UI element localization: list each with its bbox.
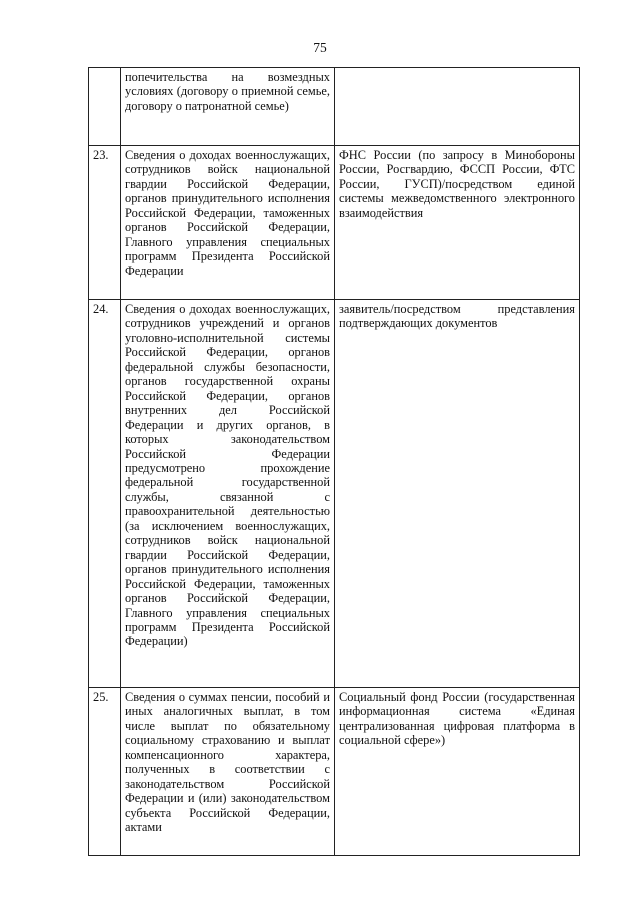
description-cell: Сведения о суммах пенсии, пособий и иных аналогичных выплат, в том числе выплат по обязательному социальному страхованию и выплат компенсационного характера, полученных в соответствии с законодательством Российской Федерации и (или) законодательством субъекта Российской Федерации, актами	[121, 688, 335, 856]
table-row	[89, 688, 580, 856]
description-cell: Сведения о доходах военнослужащих, сотрудников войск национальной гвардии Российской Федерации, органов принудительного исполнения Российской Федерации, таможенных органов Российской Федерации, Главного управления специальных программ Президента Российской Федерации	[121, 146, 335, 300]
source-cell: Социальный фонд России (государственная информационная система «Единая централизованная цифровая платформа в социальной сфере»)	[335, 688, 580, 856]
row-number-cell: 25.	[89, 688, 121, 856]
table-row	[89, 146, 580, 300]
description-cell: попечительства на возмездных условиях (договору о приемной семье, договору о патронатной семье)	[121, 68, 335, 146]
source-cell	[335, 68, 580, 146]
document-table	[88, 67, 580, 856]
source-cell: заявитель/посредством представления подтверждающих документов	[335, 300, 580, 688]
table-row	[89, 68, 580, 146]
row-number-cell	[89, 68, 121, 146]
row-number-cell: 24.	[89, 300, 121, 688]
page-number: 75	[313, 40, 327, 55]
row-number-cell: 23.	[89, 146, 121, 300]
description-cell: Сведения о доходах военнослужащих, сотрудников учреждений и органов уголовно-исполнительной системы Российской Федерации, органов федеральной службы безопасности, органов государственной охраны Российской Федерации, органов внутренних дел Российской Федерации и других органов, в которых законодательством Российской Федерации предусмотрено прохождение федеральной государственной службы, связанной с правоохранительной деятельностью (за исключением военнослужащих, сотрудников войск национальной гвардии Российской Федерации, органов принудительного исполнения Российской Федерации, таможенных органов Российской Федерации, Главного управления специальных программ Президента Российской Федерации)	[121, 300, 335, 688]
source-cell: ФНС России (по запросу в Минобороны России, Росгвардию, ФССП России, ФТС России, ГУСП)/посредством единой системы межведомственного электронного взаимодействия	[335, 146, 580, 300]
table-row	[89, 300, 580, 688]
